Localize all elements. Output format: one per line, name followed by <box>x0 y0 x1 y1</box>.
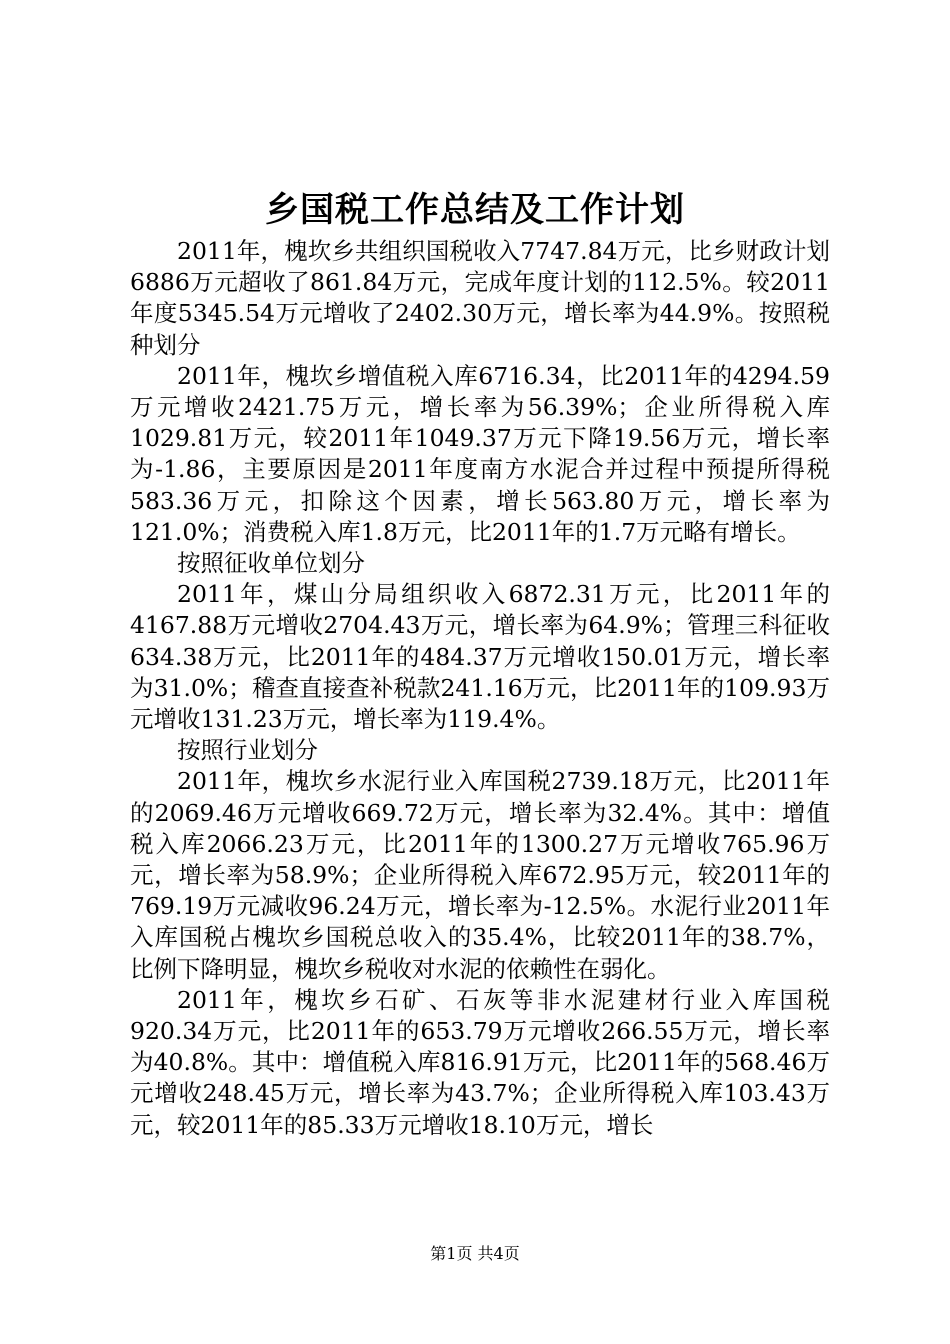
paragraph-collection-unit: 2011年，煤山分局组织收入6872.31万元，比2011年的4167.88万元增收2704.43万元，增长率为64.9%；管理三科征收634.38万元，比2011年的484.37万元增收150.01万元，增长率为31.0%；稽查直接查补税款241.16万元，比2011年的109.93万元增收131.23万元，增长率为119.4%。 <box>130 580 830 734</box>
paragraph-summary: 2011年，槐坎乡共组织国税收入7747.84万元，比乡财政计划6886万元超收了861.84万元，完成年度计划的112.5%。较2011年度5345.54万元增收了2402.30万元，增长率为44.9%。按照税种划分 <box>130 237 830 359</box>
paragraph-tax-type: 2011年，槐坎乡增值税入库6716.34，比2011年的4294.59万元增收2421.75万元，增长率为56.39%；企业所得税入库1029.81万元，较2011年1049.37万元下降19.56万元，增长率为-1.86，主要原因是2011年度南方水泥合并过程中预提所得税583.36万元，扣除这个因素，增长563.80万元，增长率为121.0%；消费税入库1.8万元，比2011年的1.7万元略有增长。 <box>130 361 830 546</box>
paragraph-cement-industry: 2011年，槐坎乡水泥行业入库国税2739.18万元，比2011年的2069.46万元增收669.72万元，增长率为32.4%。其中：增值税入库2066.23万元，比2011年的1300.27万元增收765.96万元，增长率为58.9%；企业所得税入库672.95万元，较2011年的769.19万元减收96.24万元，增长率为-12.5%。水泥行业2011年入库国税占槐坎乡国税总收入的35.4%，比较2011年的38.7%，比例下降明显，槐坎乡税收对水泥的依赖性在弱化。 <box>130 767 830 983</box>
section-heading-industry: 按照行业划分 <box>177 736 318 765</box>
page-footer: 第1页 共4页 <box>430 1244 520 1263</box>
document-title: 乡国税工作总结及工作计划 <box>265 190 685 230</box>
section-heading-collection-unit: 按照征收单位划分 <box>177 549 365 578</box>
document-body <box>130 236 830 1141</box>
paragraph-building-materials: 2011年，槐坎乡石矿、石灰等非水泥建材行业入库国税920.34万元，比2011年的653.79万元增收266.55万元，增长率为40.8%。其中：增值税入库816.91万元，比2011年的568.46万元增收248.45万元，增长率为43.7%；企业所得税入库103.43万元，较2011年的85.33万元增收18.10万元，增长 <box>130 985 830 1139</box>
